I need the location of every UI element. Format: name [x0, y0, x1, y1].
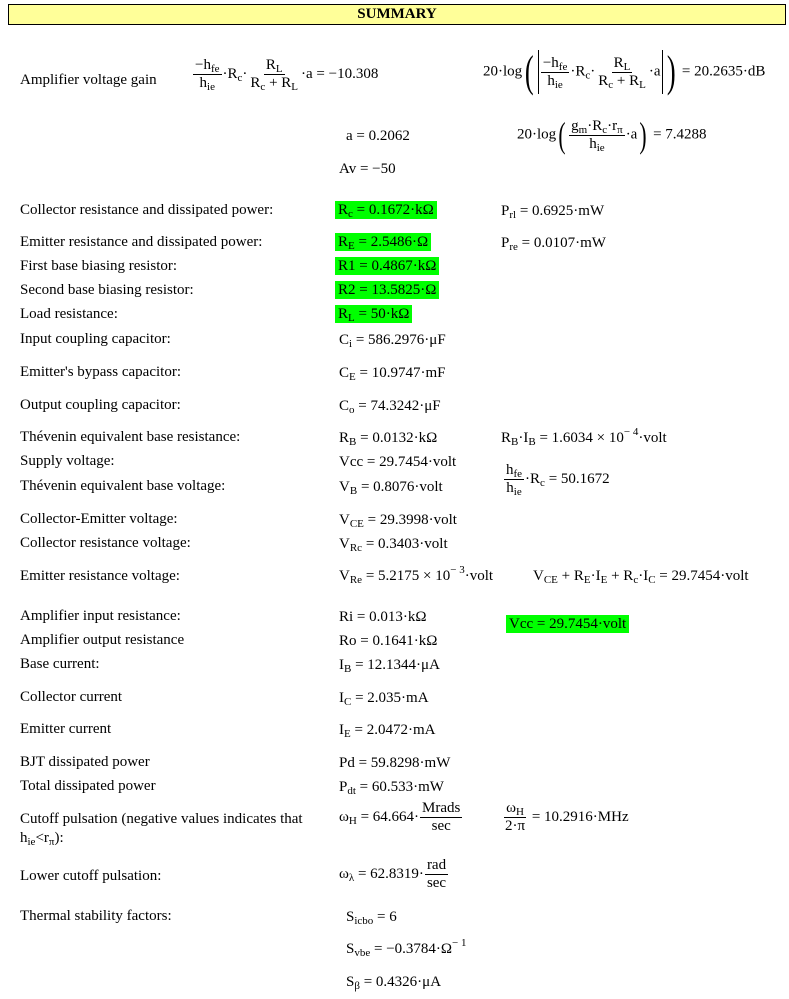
ri-value: Ri = 0.013·kΩ [339, 609, 427, 625]
ro-value: Ro = 0.1641·kΩ [339, 633, 438, 649]
wl-value: $\omega_\lambda = 62.8319\cdot$ $\frac{\text{rad}}{\sec}$ [339, 857, 447, 891]
label-ro: Amplifier output resistance [20, 632, 185, 648]
label-rc: Collector resistance and dissipated power: [20, 202, 274, 218]
re-value: $R_E = 2.5486\cdot\Omega$ [335, 233, 431, 251]
ib-value: $I_B = 12.1344\cdot\mu A$ [339, 657, 440, 675]
label-cutoff-line1: Cutoff pulsation (negative values indicates that [20, 811, 303, 827]
pdt-value: $P_{dt} = 60.533\cdot mW$ [339, 779, 444, 797]
hfe-rc-formula: $\frac{h_{fe}}{h_{ie}}$ $\cdot R_c = 50.1672$ [506, 462, 610, 498]
av-value: Av = −50 [339, 161, 396, 177]
label-lower-cutoff: Lower cutoff pulsation: [20, 868, 162, 884]
label-vcc: Supply voltage: [20, 453, 115, 469]
label-ci: Input coupling capacitor: [20, 331, 171, 347]
a-value: a = 0.2062 [346, 128, 410, 144]
rbib-value: $R_B\cdot I_B = 1.6034$ × $10^{- 4}\cdot volt$ [501, 426, 667, 448]
label-r1: First base biasing resistor: [20, 258, 178, 274]
vcc-highlight-value: Vcc = 29.7454·volt [506, 615, 629, 633]
vrc-value: $V_{Rc}$ = 0.3403·volt [339, 536, 448, 554]
summary-header: SUMMARY [8, 4, 786, 25]
label-vrc: Collector resistance voltage: [20, 535, 191, 551]
label-voltage-gain: Amplifier voltage gain [20, 72, 157, 88]
co-value: $C_o = 74.3242\cdot\mu F$ [339, 398, 441, 416]
vre-value: $V_{Re} = 5.2175$ × $10^{- 3}\cdot volt$ [339, 564, 494, 586]
ce-value: $C_E = 10.9747\cdot mF$ [339, 365, 446, 383]
label-thermal: Thermal stability factors: [20, 908, 172, 924]
kvl-value: $V_{CE} + R_E\cdot I_E + R_c\cdot I_C$ = 29.7454·volt [533, 568, 749, 586]
r2-value: R2 = 13.5825·Ω [335, 281, 439, 299]
label-ce: Emitter's bypass capacitor: [20, 364, 181, 380]
label-ib: Base current: [20, 656, 100, 672]
gain-db-result: = 20.2635·dB [681, 63, 766, 80]
sbeta-value: $S_\beta = 0.4326\cdot\mu A$ [346, 974, 442, 992]
gain-result: = −10.308 [316, 65, 379, 82]
label-vb: Thévenin equivalent base voltage: [20, 478, 226, 494]
ie-value: $I_E = 2.0472\cdot mA$ [339, 722, 436, 740]
label-pdt: Total dissipated power [20, 778, 156, 794]
label-re: Emitter resistance and dissipated power: [20, 234, 263, 250]
sicbo-value: $S_{icbo} = 6$ [346, 909, 397, 927]
wh-value: $\omega_H = 64.664\cdot$ $\frac{\text{Mrads}}{\sec}$ [339, 800, 461, 834]
fh-value: $\frac{\omega_H}{2\cdot\pi}$ = 10.2916·MHz [505, 800, 629, 834]
label-vre: Emitter resistance voltage: [20, 568, 180, 584]
label-co: Output coupling capacitor: [20, 397, 181, 413]
svbe-value: $S_{vbe} = -0.3784\cdot\Omega^{- 1}$ [346, 937, 467, 959]
label-rb: Thévenin equivalent base resistance: [20, 429, 241, 445]
rb-value: $R_B = 0.0132\cdot k\Omega$ [339, 430, 438, 448]
pd-value: Pd = 59.8298·mW [339, 755, 451, 771]
vcc-value: Vcc = 29.7454·volt [339, 454, 457, 470]
rl-value: $R_L = 50\cdot k\Omega$ [335, 305, 412, 323]
label-ie: Emitter current [20, 721, 112, 737]
ci-value: $C_i = 586.2976\cdot\mu F$ [339, 332, 446, 350]
label-rl: Load resistance: [20, 306, 118, 322]
label-ri: Amplifier input resistance: [20, 608, 181, 624]
gm-result: = 7.4288 [653, 126, 707, 143]
vce-value: $V_{CE}$ = 29.3998·volt [339, 512, 457, 530]
vb-value: $V_B$ = 0.8076·volt [339, 479, 443, 497]
label-cutoff-line2: $h_{ie}<r_\pi$): [20, 830, 64, 848]
gain-formula: $\frac{-h_{fe}}{h_{ie}}$ $\cdot R_c\cdot$ $\frac{R_L}{R_c + R_L}$ ·a = −10.308 [195, 57, 379, 93]
ic-value: $I_C = 2.035\cdot mA$ [339, 690, 429, 708]
rc-value: $R_c = 0.1672\cdot k\Omega$ [335, 201, 437, 219]
prl-value: $P_{rl} = 0.6925\cdot mW$ [501, 203, 605, 221]
label-ic: Collector current [20, 689, 123, 705]
label-r2: Second base biasing resistor: [20, 282, 194, 298]
gain-db-formula: 20·log( $\frac{-h_{fe}}{h_{ie}}$ $\cdot R_c\cdot$ $\frac{R_L}{R_c + R_L}$ ·a ) = 20.2635·dB [483, 47, 766, 96]
r1-value: R1 = 0.4867·kΩ [335, 257, 439, 275]
gm-formula: 20·log( $\frac{g_m\cdot R_c\cdot r_\pi}{h_{ie}}$ ·a) = 7.4288 [517, 115, 707, 155]
label-pd: BJT dissipated power [20, 754, 150, 770]
pre-value: $P_{re} = 0.0107\cdot mW$ [501, 235, 606, 253]
label-vce: Collector-Emitter voltage: [20, 511, 178, 527]
